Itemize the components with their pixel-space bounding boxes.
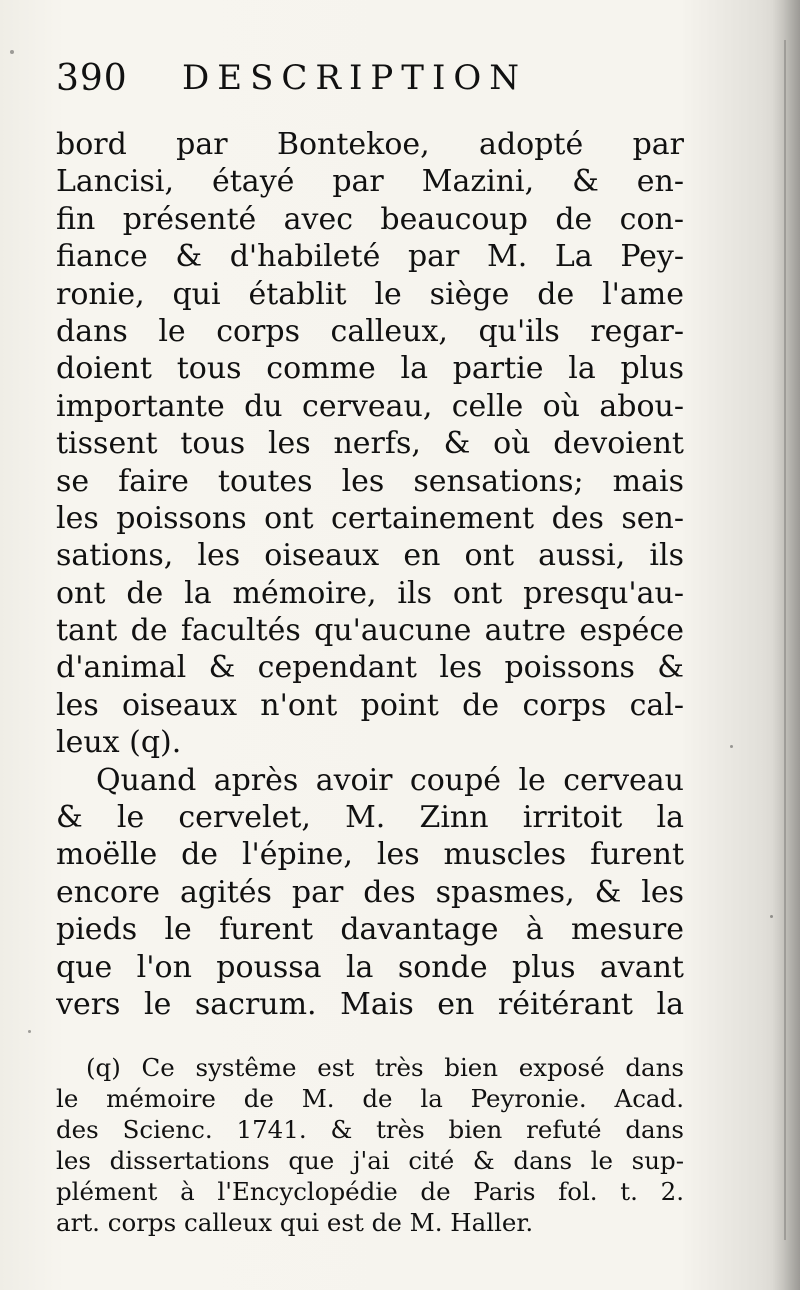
text-line: dans le corps calleux, qu'ils regar- xyxy=(56,313,684,349)
page-number: 390 xyxy=(56,58,128,99)
text-line: doient tous comme la partie la plus xyxy=(56,351,684,387)
ink-speck xyxy=(730,745,733,748)
text-line: fin présenté avec beaucoup de con- xyxy=(56,201,684,237)
text-line: les oiseaux n'ont point de corps cal- xyxy=(56,687,684,723)
footnote-line: les dissertations que j'ai cité & dans le sup- xyxy=(56,1146,684,1175)
text-line: fiance & d'habileté par M. La Pey- xyxy=(56,239,684,275)
text-line: pieds le furent davantage à mesure xyxy=(56,912,684,948)
body-text xyxy=(56,126,684,1023)
text-line: Quand après avoir coupé le cerveau xyxy=(96,762,684,798)
text-line: les poissons ont certainement des sen- xyxy=(56,500,684,536)
footnote-line: art. corps calleux qui est de M. Haller. xyxy=(56,1208,534,1237)
text-line: tant de facultés qu'aucune autre espéce xyxy=(56,613,684,649)
text-line: & le cervelet, M. Zinn irritoit la xyxy=(56,800,684,836)
text-line: leux (q). xyxy=(56,725,182,761)
ink-speck xyxy=(10,50,14,54)
footnote xyxy=(56,1052,684,1238)
text-line: encore agités par des spasmes, & les xyxy=(56,874,684,910)
text-line: Lancisi, étayé par Mazini, & en- xyxy=(56,164,684,200)
text-line: vers le sacrum. Mais en réitérant la xyxy=(56,986,684,1022)
text-line: moëlle de l'épine, les muscles furent xyxy=(56,837,684,873)
text-line: que l'on poussa la sonde plus avant xyxy=(56,949,684,985)
ink-speck xyxy=(28,1030,31,1033)
text-line: bord par Bontekoe, adopté par xyxy=(56,127,684,162)
running-title: DESCRIPTION xyxy=(182,58,528,98)
page-edge-line xyxy=(784,40,786,1240)
text-line: importante du cerveau, celle où abou- xyxy=(56,388,684,424)
text-line: tissent tous les nerfs, & où devoient xyxy=(56,426,684,462)
text-line: sations, les oiseaux en ont aussi, ils xyxy=(56,538,684,574)
text-line: se faire toutes les sensations; mais xyxy=(56,463,684,499)
footnote-line: (q) Ce systême est très bien exposé dans xyxy=(86,1053,684,1082)
footnote-line: le mémoire de M. de la Peyronie. Acad. xyxy=(56,1084,684,1113)
page-header xyxy=(56,58,696,104)
text-line: ont de la mémoire, ils ont presqu'au- xyxy=(56,575,684,611)
text-line: ronie, qui établit le siège de l'ame xyxy=(56,276,684,312)
footnote-line: plément à l'Encyclopédie de Paris fol. t. 2. xyxy=(56,1177,684,1206)
footnote-line: des Scienc. 1741. & très bien refuté dans xyxy=(56,1115,684,1144)
ink-speck xyxy=(770,915,773,918)
page-edge-shadow xyxy=(772,0,800,1290)
text-line: d'animal & cependant les poissons & xyxy=(56,650,684,686)
